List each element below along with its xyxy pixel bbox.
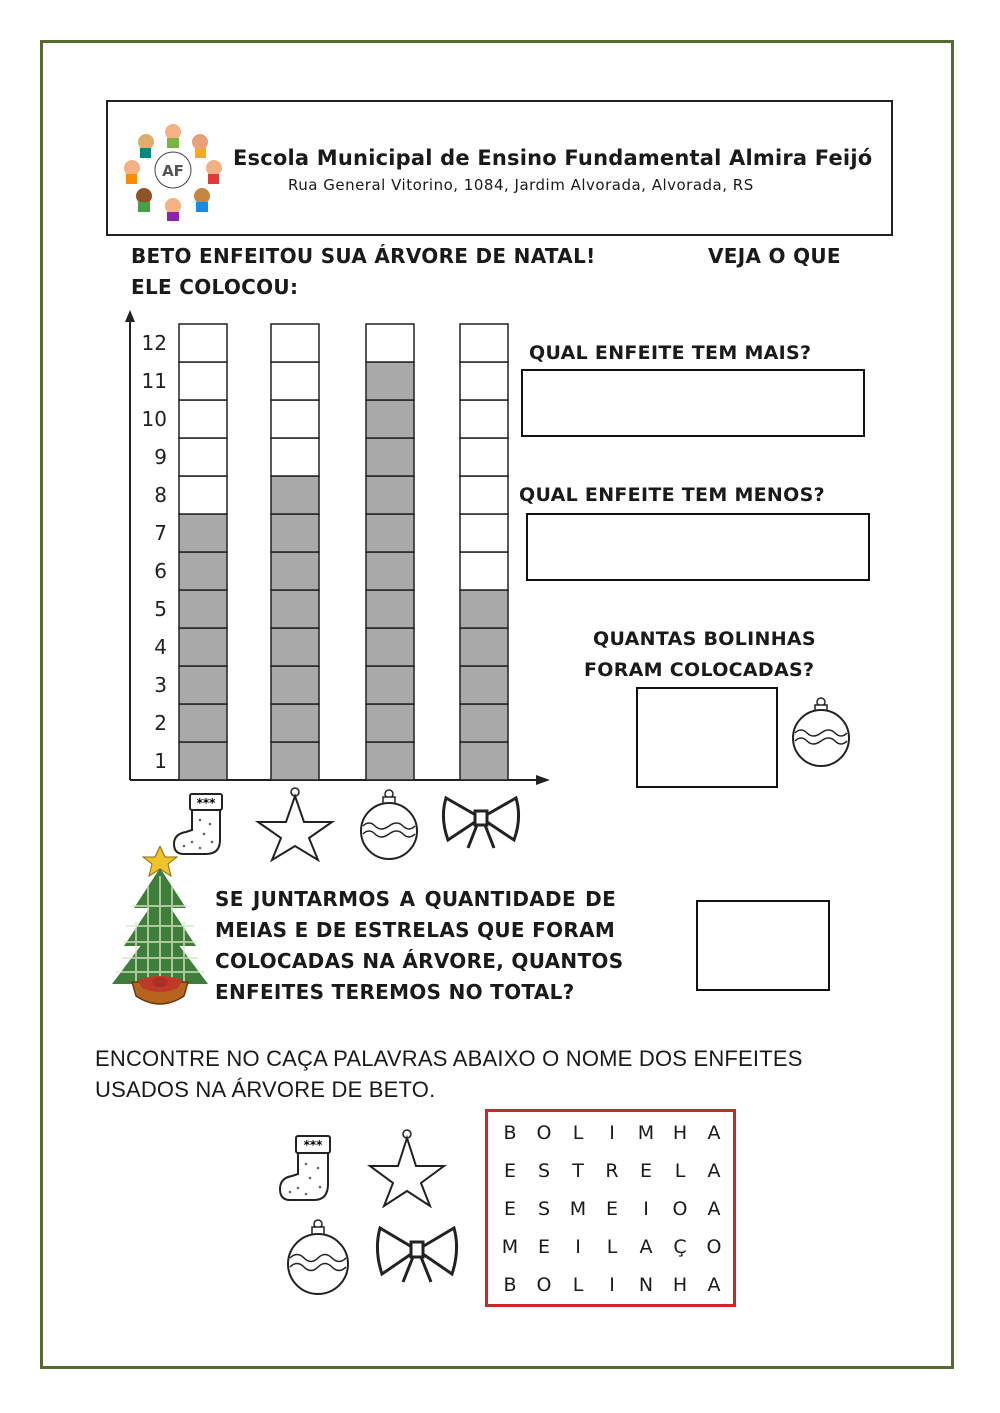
bar-estrela-empty-cell (271, 438, 319, 476)
bar-bolinha-empty-cell (366, 324, 414, 362)
word-search-letter[interactable]: A (707, 1274, 721, 1296)
answer-box-most[interactable] (521, 369, 865, 437)
bar-bolinha-filled-cell (366, 590, 414, 628)
word-search-letter[interactable]: O (672, 1198, 688, 1220)
bar-meia-empty-cell (179, 324, 227, 362)
bar-meia-empty-cell (179, 438, 227, 476)
word-search-grid[interactable] (485, 1109, 736, 1307)
y-tick-label: 10 (141, 407, 167, 431)
bar-laço-empty-cell (460, 438, 508, 476)
word-search-row (498, 1236, 726, 1258)
word-search-letter[interactable]: L (572, 1274, 584, 1296)
bar-laço-filled-cell (460, 666, 508, 704)
bar-estrela-empty-cell (271, 362, 319, 400)
word-search-letter[interactable]: I (609, 1274, 615, 1296)
word-search-letter[interactable]: M (637, 1122, 655, 1144)
bar-estrela-filled-cell (271, 628, 319, 666)
bar-laço-empty-cell (460, 552, 508, 590)
bow-icon (374, 1224, 460, 1284)
word-search-letter[interactable]: E (639, 1160, 652, 1182)
word-search-row (498, 1198, 726, 1220)
ornament-icon (354, 788, 424, 862)
word-search-letter[interactable]: M (501, 1236, 519, 1258)
word-search-letter[interactable]: A (707, 1198, 721, 1220)
sum-question-line-2: MEIAS E DE ESTRELAS QUE FORAM (215, 918, 616, 942)
bar-estrela-empty-cell (271, 400, 319, 438)
y-tick-label: 7 (154, 521, 167, 545)
answer-box-ornaments[interactable] (636, 687, 778, 788)
y-tick-label: 6 (154, 559, 167, 583)
x-axis-arrow (536, 775, 550, 785)
y-axis-arrow (125, 310, 135, 322)
bar-laço-filled-cell (460, 628, 508, 666)
y-tick-label: 1 (154, 749, 167, 773)
word-search-letter[interactable]: E (605, 1198, 618, 1220)
word-search-letter[interactable]: O (536, 1122, 552, 1144)
word-search-letter[interactable]: H (672, 1274, 688, 1296)
bar-laço-empty-cell (460, 514, 508, 552)
bar-bolinha-filled-cell (366, 438, 414, 476)
word-search-letter[interactable]: O (706, 1236, 722, 1258)
sum-question-line-3: COLOCADAS NA ÁRVORE, QUANTOS (215, 949, 624, 973)
word-search-letter[interactable]: B (503, 1122, 517, 1144)
y-tick-label: 9 (154, 445, 167, 469)
bar-laço-filled-cell (460, 590, 508, 628)
y-tick-label: 12 (141, 331, 167, 355)
word-search-letter[interactable]: L (674, 1160, 686, 1182)
star-icon (254, 786, 336, 862)
question-ornaments-line-2: FORAM COLOCADAS? (584, 659, 815, 681)
sum-question-line-4: ENFEITES TEREMOS NO TOTAL? (215, 980, 575, 1004)
question-ornaments-line-1: QUANTAS BOLINHAS (593, 628, 816, 650)
word-search-letter[interactable]: I (575, 1236, 581, 1258)
word-search-row (498, 1122, 726, 1144)
bar-estrela-filled-cell (271, 514, 319, 552)
bar-bolinha-filled-cell (366, 742, 414, 780)
bar-meia-filled-cell (179, 514, 227, 552)
bar-laço-empty-cell (460, 400, 508, 438)
school-name: Escola Municipal de Ensino Fundamental Almira Feijó (233, 146, 873, 170)
y-tick-label: 11 (141, 369, 167, 393)
bar-meia-filled-cell (179, 704, 227, 742)
bar-estrela-filled-cell (271, 704, 319, 742)
intro-line-2: ELE COLOCOU: (131, 275, 299, 299)
word-search-letter[interactable]: L (606, 1236, 618, 1258)
bar-meia-filled-cell (179, 628, 227, 666)
bar-estrela-filled-cell (271, 552, 319, 590)
word-search-letter[interactable]: S (537, 1198, 551, 1220)
bar-meia-filled-cell (179, 552, 227, 590)
bar-bolinha-filled-cell (366, 400, 414, 438)
bar-meia-empty-cell (179, 400, 227, 438)
word-search-letter[interactable]: A (707, 1160, 721, 1182)
bar-meia-filled-cell (179, 742, 227, 780)
ornament-icon (786, 696, 856, 770)
bar-estrela-filled-cell (271, 742, 319, 780)
bar-bolinha-filled-cell (366, 552, 414, 590)
bar-laço-empty-cell (460, 362, 508, 400)
bar-estrela-filled-cell (271, 666, 319, 704)
svg-text:***: *** (196, 796, 216, 810)
word-search-task-line-1: ENCONTRE NO CAÇA PALAVRAS ABAIXO O NOME DOS ENFEITES (95, 1046, 803, 1071)
y-tick-label: 8 (154, 483, 167, 507)
word-search-letter[interactable]: A (707, 1122, 721, 1144)
word-search-letter[interactable]: B (503, 1274, 517, 1296)
word-search-letter[interactable]: E (503, 1160, 516, 1182)
bar-bolinha-filled-cell (366, 666, 414, 704)
word-search-letter[interactable]: E (537, 1236, 550, 1258)
y-tick-label: 3 (154, 673, 167, 697)
bar-meia-filled-cell (179, 590, 227, 628)
school-address: Rua General Vitorino, 1084, Jardim Alvorada, Alvorada, RS (288, 176, 754, 194)
word-search-letter[interactable]: I (609, 1122, 615, 1144)
word-search-task-line-2: USADOS NA ÁRVORE DE BETO. (95, 1077, 436, 1102)
bar-laço-empty-cell (460, 324, 508, 362)
bar-laço-filled-cell (460, 704, 508, 742)
sum-question-line-1: SE JUNTARMOS A QUANTIDADE DE (215, 887, 617, 911)
stocking-icon (276, 1132, 340, 1204)
word-search-letter[interactable]: L (572, 1122, 584, 1144)
bar-estrela-empty-cell (271, 324, 319, 362)
y-tick-label: 4 (154, 635, 167, 659)
intro-line-1: BETO ENFEITOU SUA ÁRVORE DE NATAL! (131, 244, 596, 268)
bar-laço-empty-cell (460, 476, 508, 514)
bar-estrela-filled-cell (271, 590, 319, 628)
bar-meia-filled-cell (179, 666, 227, 704)
word-search-letter[interactable]: H (672, 1122, 688, 1144)
word-search-row (498, 1160, 726, 1182)
christmas-tree-icon (112, 846, 212, 1014)
question-most: QUAL ENFEITE TEM MAIS? (529, 342, 812, 364)
bar-bolinha-filled-cell (366, 362, 414, 400)
question-least: QUAL ENFEITE TEM MENOS? (519, 484, 825, 506)
bar-bolinha-filled-cell (366, 514, 414, 552)
answer-box-least[interactable] (526, 513, 870, 581)
bar-bolinha-filled-cell (366, 628, 414, 666)
y-tick-label: 5 (154, 597, 167, 621)
word-search-letter[interactable]: Ç (673, 1236, 687, 1258)
word-search-letter[interactable]: A (639, 1236, 653, 1258)
star-icon (366, 1128, 448, 1208)
bar-estrela-filled-cell (271, 476, 319, 514)
word-search-letter[interactable]: O (536, 1274, 552, 1296)
word-search-letter[interactable]: I (643, 1198, 649, 1220)
word-search-letter[interactable]: R (605, 1160, 619, 1182)
word-search-letter[interactable]: T (572, 1160, 584, 1182)
svg-text:***: *** (303, 1138, 323, 1152)
word-search-letter[interactable]: E (503, 1198, 516, 1220)
intro-line-1b: VEJA O QUE (708, 244, 841, 268)
bow-icon (440, 794, 522, 850)
word-search-letter[interactable]: N (638, 1274, 654, 1296)
bar-bolinha-filled-cell (366, 704, 414, 742)
answer-box-total[interactable] (696, 900, 830, 991)
y-tick-label: 2 (154, 711, 167, 735)
word-search-row (498, 1274, 726, 1296)
logo-initials: AF (162, 162, 184, 180)
bar-meia-empty-cell (179, 476, 227, 514)
bar-bolinha-filled-cell (366, 476, 414, 514)
word-search-letter[interactable]: S (537, 1160, 551, 1182)
bar-meia-empty-cell (179, 362, 227, 400)
ornament-icon (283, 1218, 353, 1296)
bar-laço-filled-cell (460, 742, 508, 780)
word-search-letter[interactable]: M (569, 1198, 587, 1220)
